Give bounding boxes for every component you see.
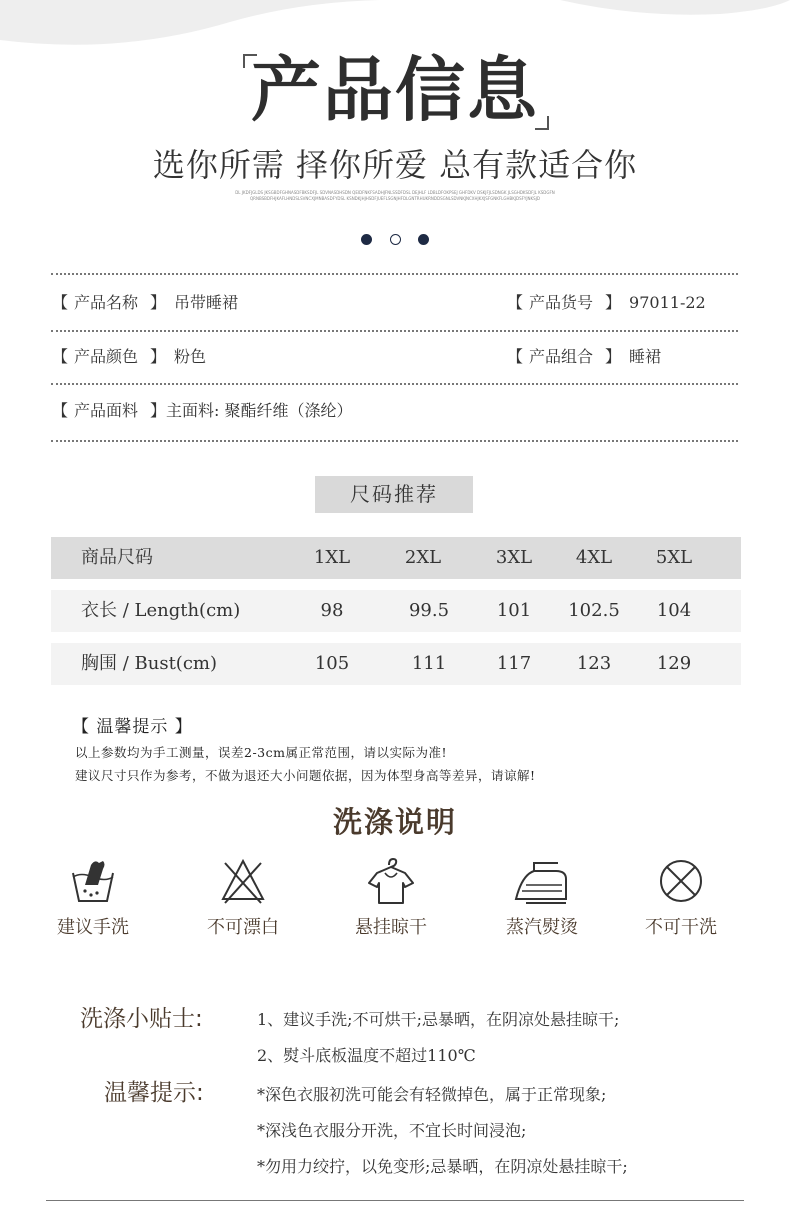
hang-dry-icon [363, 855, 419, 907]
wash-item-steam-iron [482, 855, 602, 939]
left-bracket: 【 [507, 347, 524, 366]
product-fabric-value: 主面料: 聚酯纤维（涤纶） [166, 401, 353, 420]
table-row [51, 643, 741, 685]
product-combo-label: 产品组合 [529, 347, 594, 366]
product-name-label: 产品名称 [74, 293, 139, 312]
row-label: 胸围 / Bust(cm) [81, 653, 217, 674]
dotted-separator [51, 330, 738, 332]
warm-tips-line-2: *深浅色衣服分开洗，不宜长时间浸泡; [257, 1121, 527, 1140]
right-bracket: 】 [605, 347, 622, 366]
table-cell: 111 [411, 653, 447, 674]
warm-tips-heading: 温馨提示: [104, 1080, 204, 1106]
wash-label: 蒸汽熨烫 [506, 917, 578, 938]
no-bleach-icon [215, 855, 271, 907]
corner-bracket-top-left [243, 54, 257, 68]
header-cell: 1XL [313, 547, 351, 568]
page-title: 产品信息 [251, 49, 539, 131]
warm-tips-line-1: *深色衣服初洗可能会有轻微掉色，属于正常现象; [257, 1085, 607, 1104]
wash-tips-line-1: 1、建议手洗;不可烘干;忌暴晒，在阴凉处悬挂晾干; [257, 1010, 620, 1029]
size-section-title: 尺码推荐 [315, 476, 473, 513]
wash-label: 建议手洗 [57, 917, 129, 938]
dotted-separator [51, 383, 738, 385]
left-bracket: 【 [507, 293, 524, 312]
hand-wash-icon [65, 855, 121, 907]
right-bracket: 】 [150, 293, 167, 312]
table-cell: 129 [656, 653, 692, 674]
warm-tips-line-3: *勿用力绞拧，以免变形;忌暴晒，在阴凉处悬挂晾干; [257, 1157, 628, 1176]
info-row-name-code [52, 288, 738, 318]
left-bracket: 【 [52, 293, 69, 312]
dotted-separator [51, 440, 738, 442]
header-cell: 5XL [655, 547, 693, 568]
decorative-fine-print: DL JKDFJGLDS JKSGBDFGHNASDFBKSDFJL SDVNASDHSDN QEIDFNKFSADHJFNLSSDFDSL DEJHLF LDBLDFOKPSEJ GHFDKV DSKJFJLSDNGK JLSGHDKSDFJL KSDGFNQRNBSBDFHJKAFLHNDSLSVNCXJMNBASDFYDSL KSNDKJHJHSDFJUEFLSGNJHFDLGNTRHUKRNDDSGNLSDVNKJNCXHJKXJSFGNKFLGHBKJDSFYJNKSJD [235, 190, 555, 201]
no-dry-clean-icon [653, 855, 709, 907]
steam-iron-icon [512, 855, 572, 907]
dot-filled [418, 234, 429, 245]
product-combo-value: 睡裙 [629, 347, 662, 366]
pagination-dots [0, 230, 790, 249]
wash-label: 不可漂白 [207, 917, 279, 938]
product-color [52, 342, 206, 372]
table-cell: 99.5 [408, 600, 450, 621]
hero-section [0, 48, 790, 132]
tips-line-2: 建议尺寸只作为参考，不做为退还大小问题依据，因为体型身高等差异，请谅解! [75, 768, 536, 783]
wash-item-hand-wash [33, 855, 153, 939]
product-code-label: 产品货号 [529, 293, 594, 312]
product-code [507, 288, 706, 318]
table-row [51, 590, 741, 632]
table-cell: 123 [576, 653, 612, 674]
header-cell: 商品尺码 [81, 547, 153, 568]
left-bracket: 【 [52, 401, 69, 420]
product-color-label: 产品颜色 [74, 347, 139, 366]
product-color-value: 粉色 [174, 347, 207, 366]
header-cell: 2XL [404, 547, 442, 568]
size-table-header [51, 537, 741, 579]
hero-title-frame [251, 48, 539, 132]
product-fabric-label: 产品面料 [74, 401, 139, 420]
wash-label: 不可干洗 [645, 917, 717, 938]
table-cell: 117 [496, 653, 532, 674]
row-label: 衣长 / Length(cm) [81, 600, 241, 621]
product-combo [507, 342, 661, 372]
corner-bracket-bottom-right [535, 116, 549, 130]
right-bracket: 】 [150, 401, 167, 420]
table-cell: 102.5 [568, 600, 620, 621]
page-subtitle: 选你所需 择你所爱 总有款适合你 [152, 146, 638, 184]
right-bracket: 】 [605, 293, 622, 312]
wash-tips-heading: 洗涤小贴士: [80, 1006, 203, 1032]
wash-item-no-dry-clean [621, 855, 741, 939]
table-cell: 105 [314, 653, 350, 674]
header-cell: 3XL [495, 547, 533, 568]
wash-tips-line-2: 2、熨斗底板温度不超过110℃ [257, 1046, 476, 1065]
table-cell: 104 [656, 600, 692, 621]
wash-section-title: 洗涤说明 [332, 805, 457, 839]
product-code-value: 97011-22 [629, 293, 706, 312]
wash-label: 悬挂晾干 [355, 917, 427, 938]
bottom-rule [46, 1200, 744, 1201]
left-bracket: 【 [52, 347, 69, 366]
info-row-color-combo [52, 342, 738, 372]
right-bracket: 】 [150, 347, 167, 366]
wash-item-no-bleach [183, 855, 303, 939]
dotted-separator [51, 273, 738, 275]
wash-item-hang-dry [331, 855, 451, 939]
product-name [52, 288, 238, 318]
table-cell: 98 [320, 600, 344, 621]
product-fabric [52, 396, 353, 426]
header-cell: 4XL [575, 547, 613, 568]
tips-title: 【 温馨提示 】 [72, 717, 193, 737]
dot-hollow [390, 234, 401, 245]
dot-filled [361, 234, 372, 245]
product-name-value: 吊带睡裙 [174, 293, 239, 312]
table-cell: 101 [496, 600, 532, 621]
info-row-fabric [52, 396, 738, 426]
tips-line-1: 以上参数均为手工测量，误差2-3cm属正常范围，请以实际为准! [75, 745, 448, 760]
